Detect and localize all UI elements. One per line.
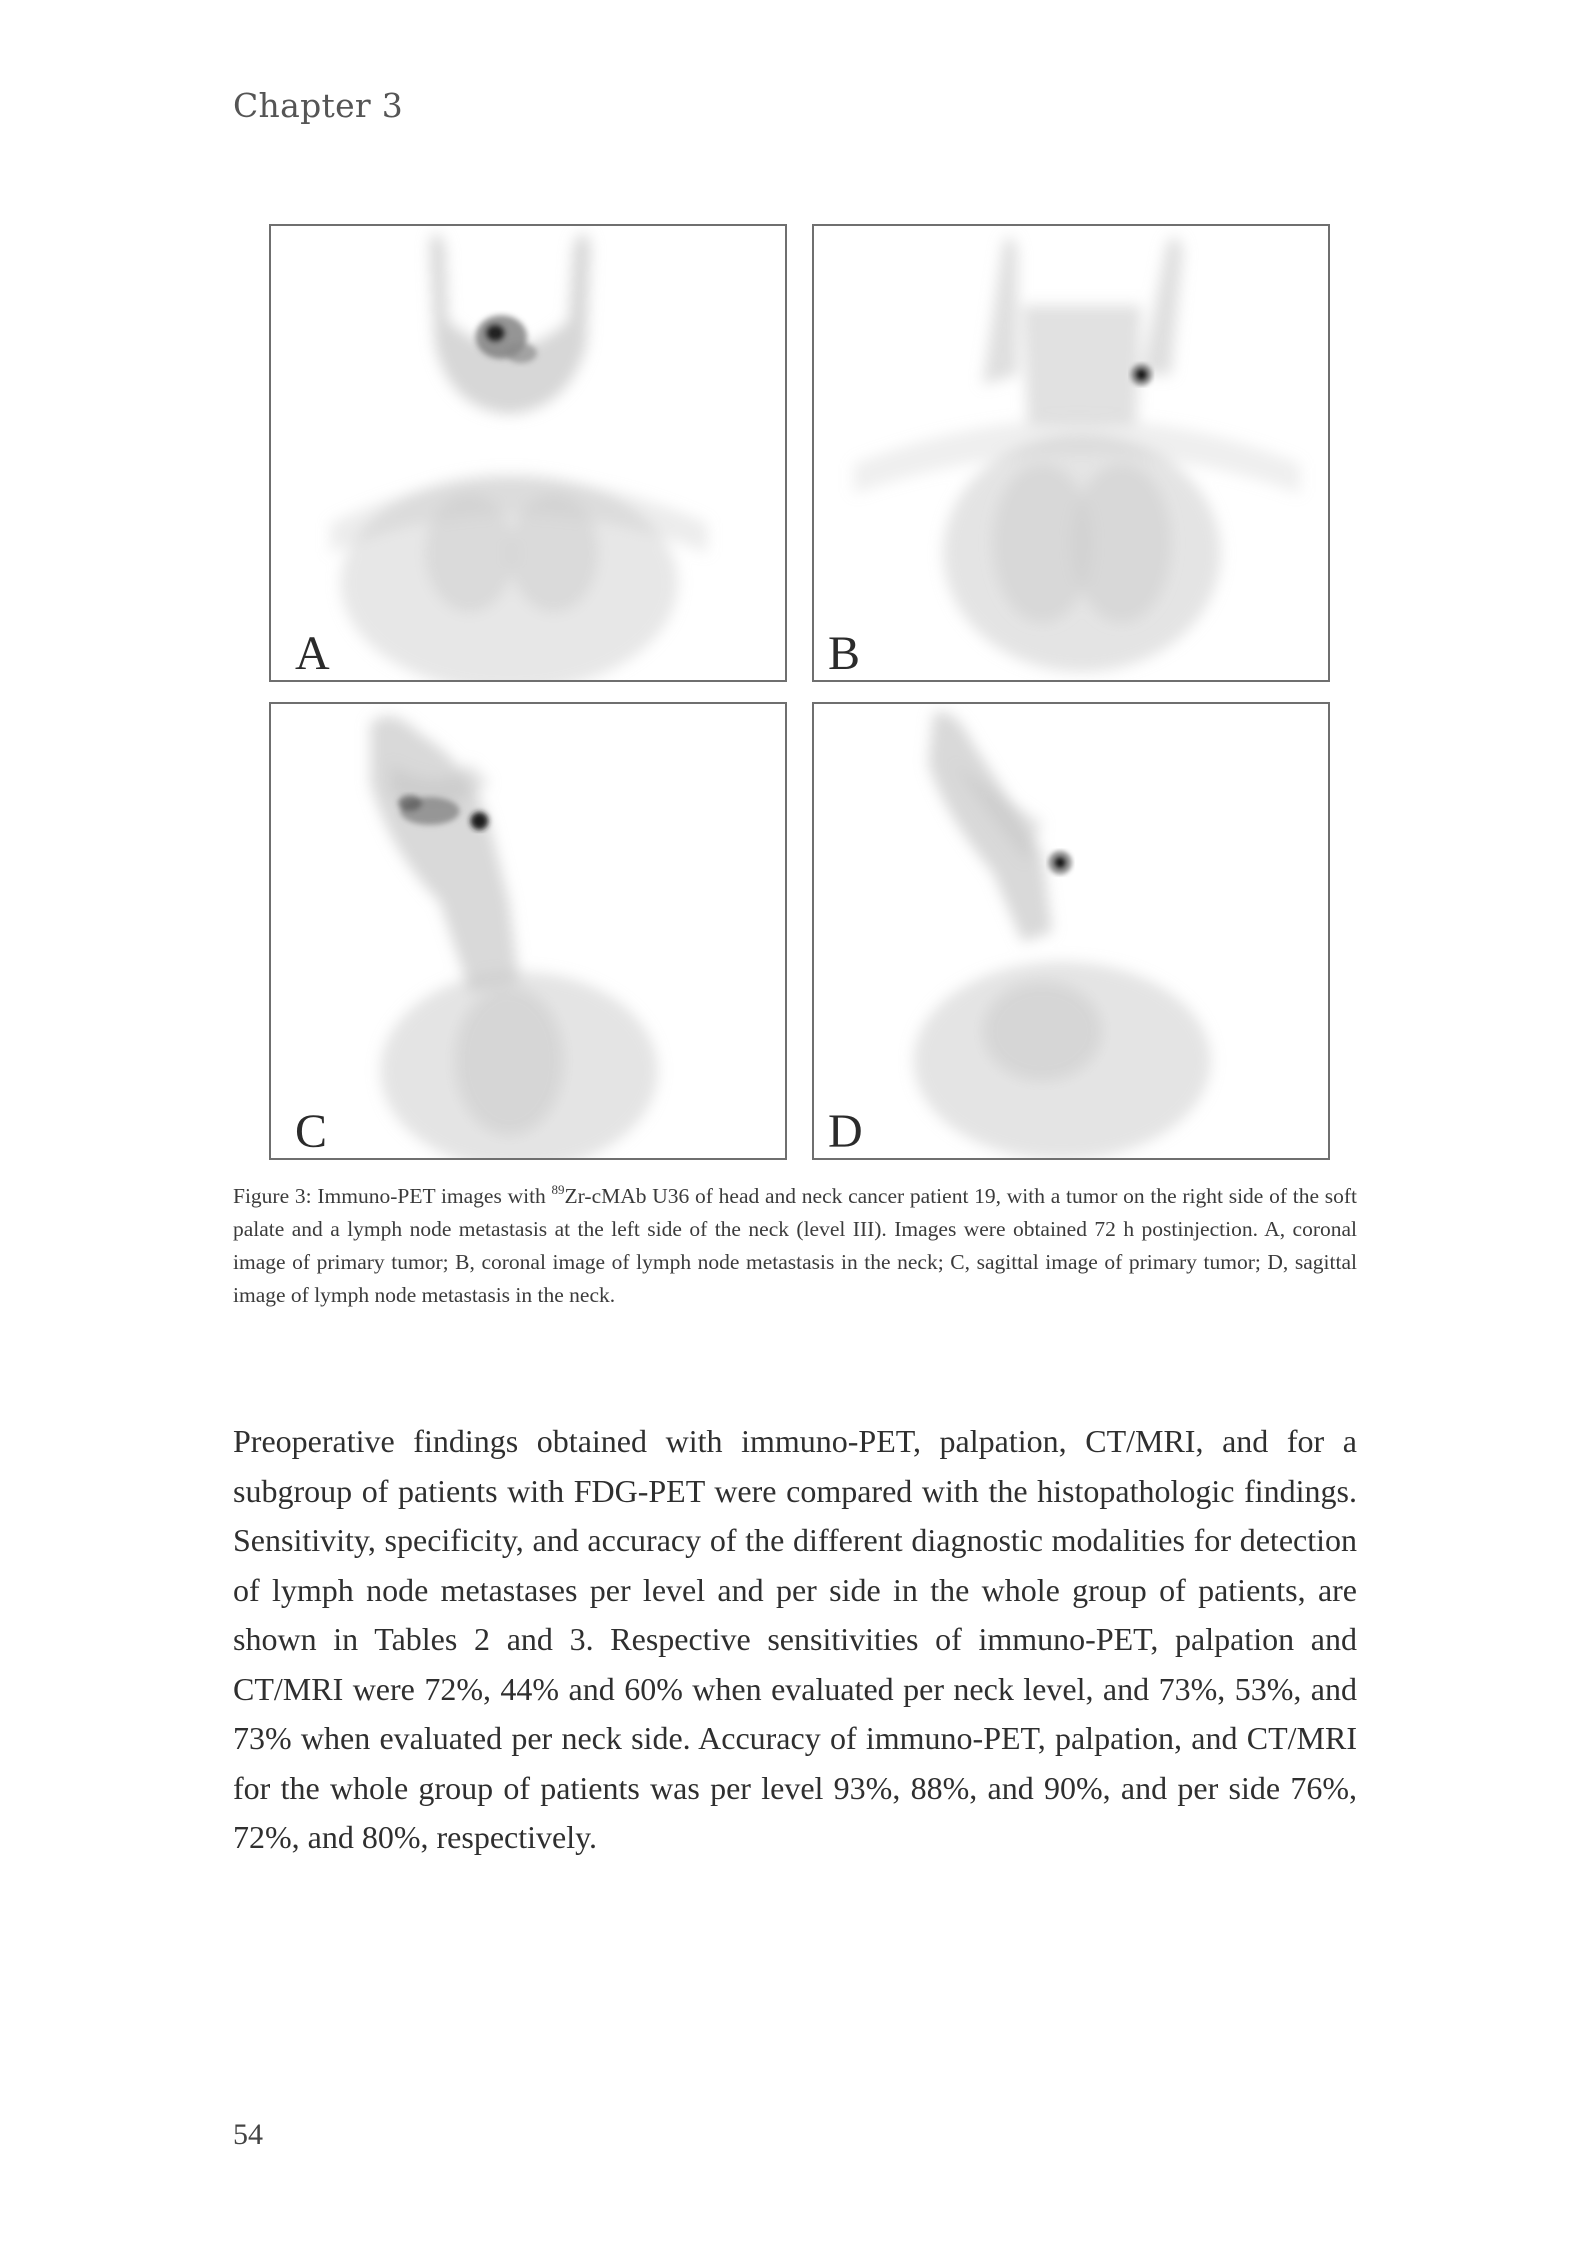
- panel-label-b: B: [828, 627, 861, 680]
- figure-panel-d: [812, 702, 1330, 1160]
- pet-image-sagittal-primary: [271, 704, 785, 1158]
- isotope-mass-number: 89: [551, 1182, 565, 1197]
- figure-caption: [233, 1180, 1357, 1312]
- figure-panel-a: [269, 224, 787, 682]
- figure-caption-text-start: Immuno-PET images with: [311, 1184, 552, 1208]
- panel-label-c: C: [295, 1105, 328, 1158]
- pet-image-coronal-primary: [271, 226, 785, 680]
- figure-caption-text-rest: Zr-cMAb U36 of head and neck cancer patient 19, with a tumor on the right side of the soft palate and a lymph node metastasis at the left side of the neck (level III). Images were obtained 72 h postinjection. A, coronal image of primary tumor; B, coronal image of lymph node metastasis in the neck; C, sagittal image of primary tumor; D, sagittal image of lymph node metastasis in the neck.: [233, 1184, 1357, 1307]
- running-head: Chapter 3: [233, 86, 404, 125]
- body-paragraph: Preoperative findings obtained with immuno-PET, palpation, CT/MRI, and for a subgroup of patients with FDG-PET were compared with the histopathologic findings. Sensitivity, specificity, and accuracy of the different diagnostic modalities for detection of lymph node metastases per level and per side in the whole group of patients, are shown in Tables 2 and 3. Respective sensitivities of immuno-PET, palpation and CT/MRI were 72%, 44% and 60% when evaluated per neck level, and 73%, 53%, and 73% when evaluated per neck side. Accuracy of immuno-PET, palpation, and CT/MRI for the whole group of patients was per level 93%, 88%, and 90%, and per side 76%, 72%, and 80%, respectively.: [233, 1423, 1357, 1855]
- figure-caption-label: Figure 3:: [233, 1184, 312, 1208]
- page-number: 54: [233, 2118, 263, 2151]
- panel-label-a: A: [295, 627, 330, 680]
- pet-image-coronal-lymph-node: [814, 226, 1328, 680]
- figure-panel-b: [812, 224, 1330, 682]
- panel-label-d: D: [828, 1105, 863, 1158]
- figure-panel-c: [269, 702, 787, 1160]
- pet-image-sagittal-lymph-node: [814, 704, 1328, 1158]
